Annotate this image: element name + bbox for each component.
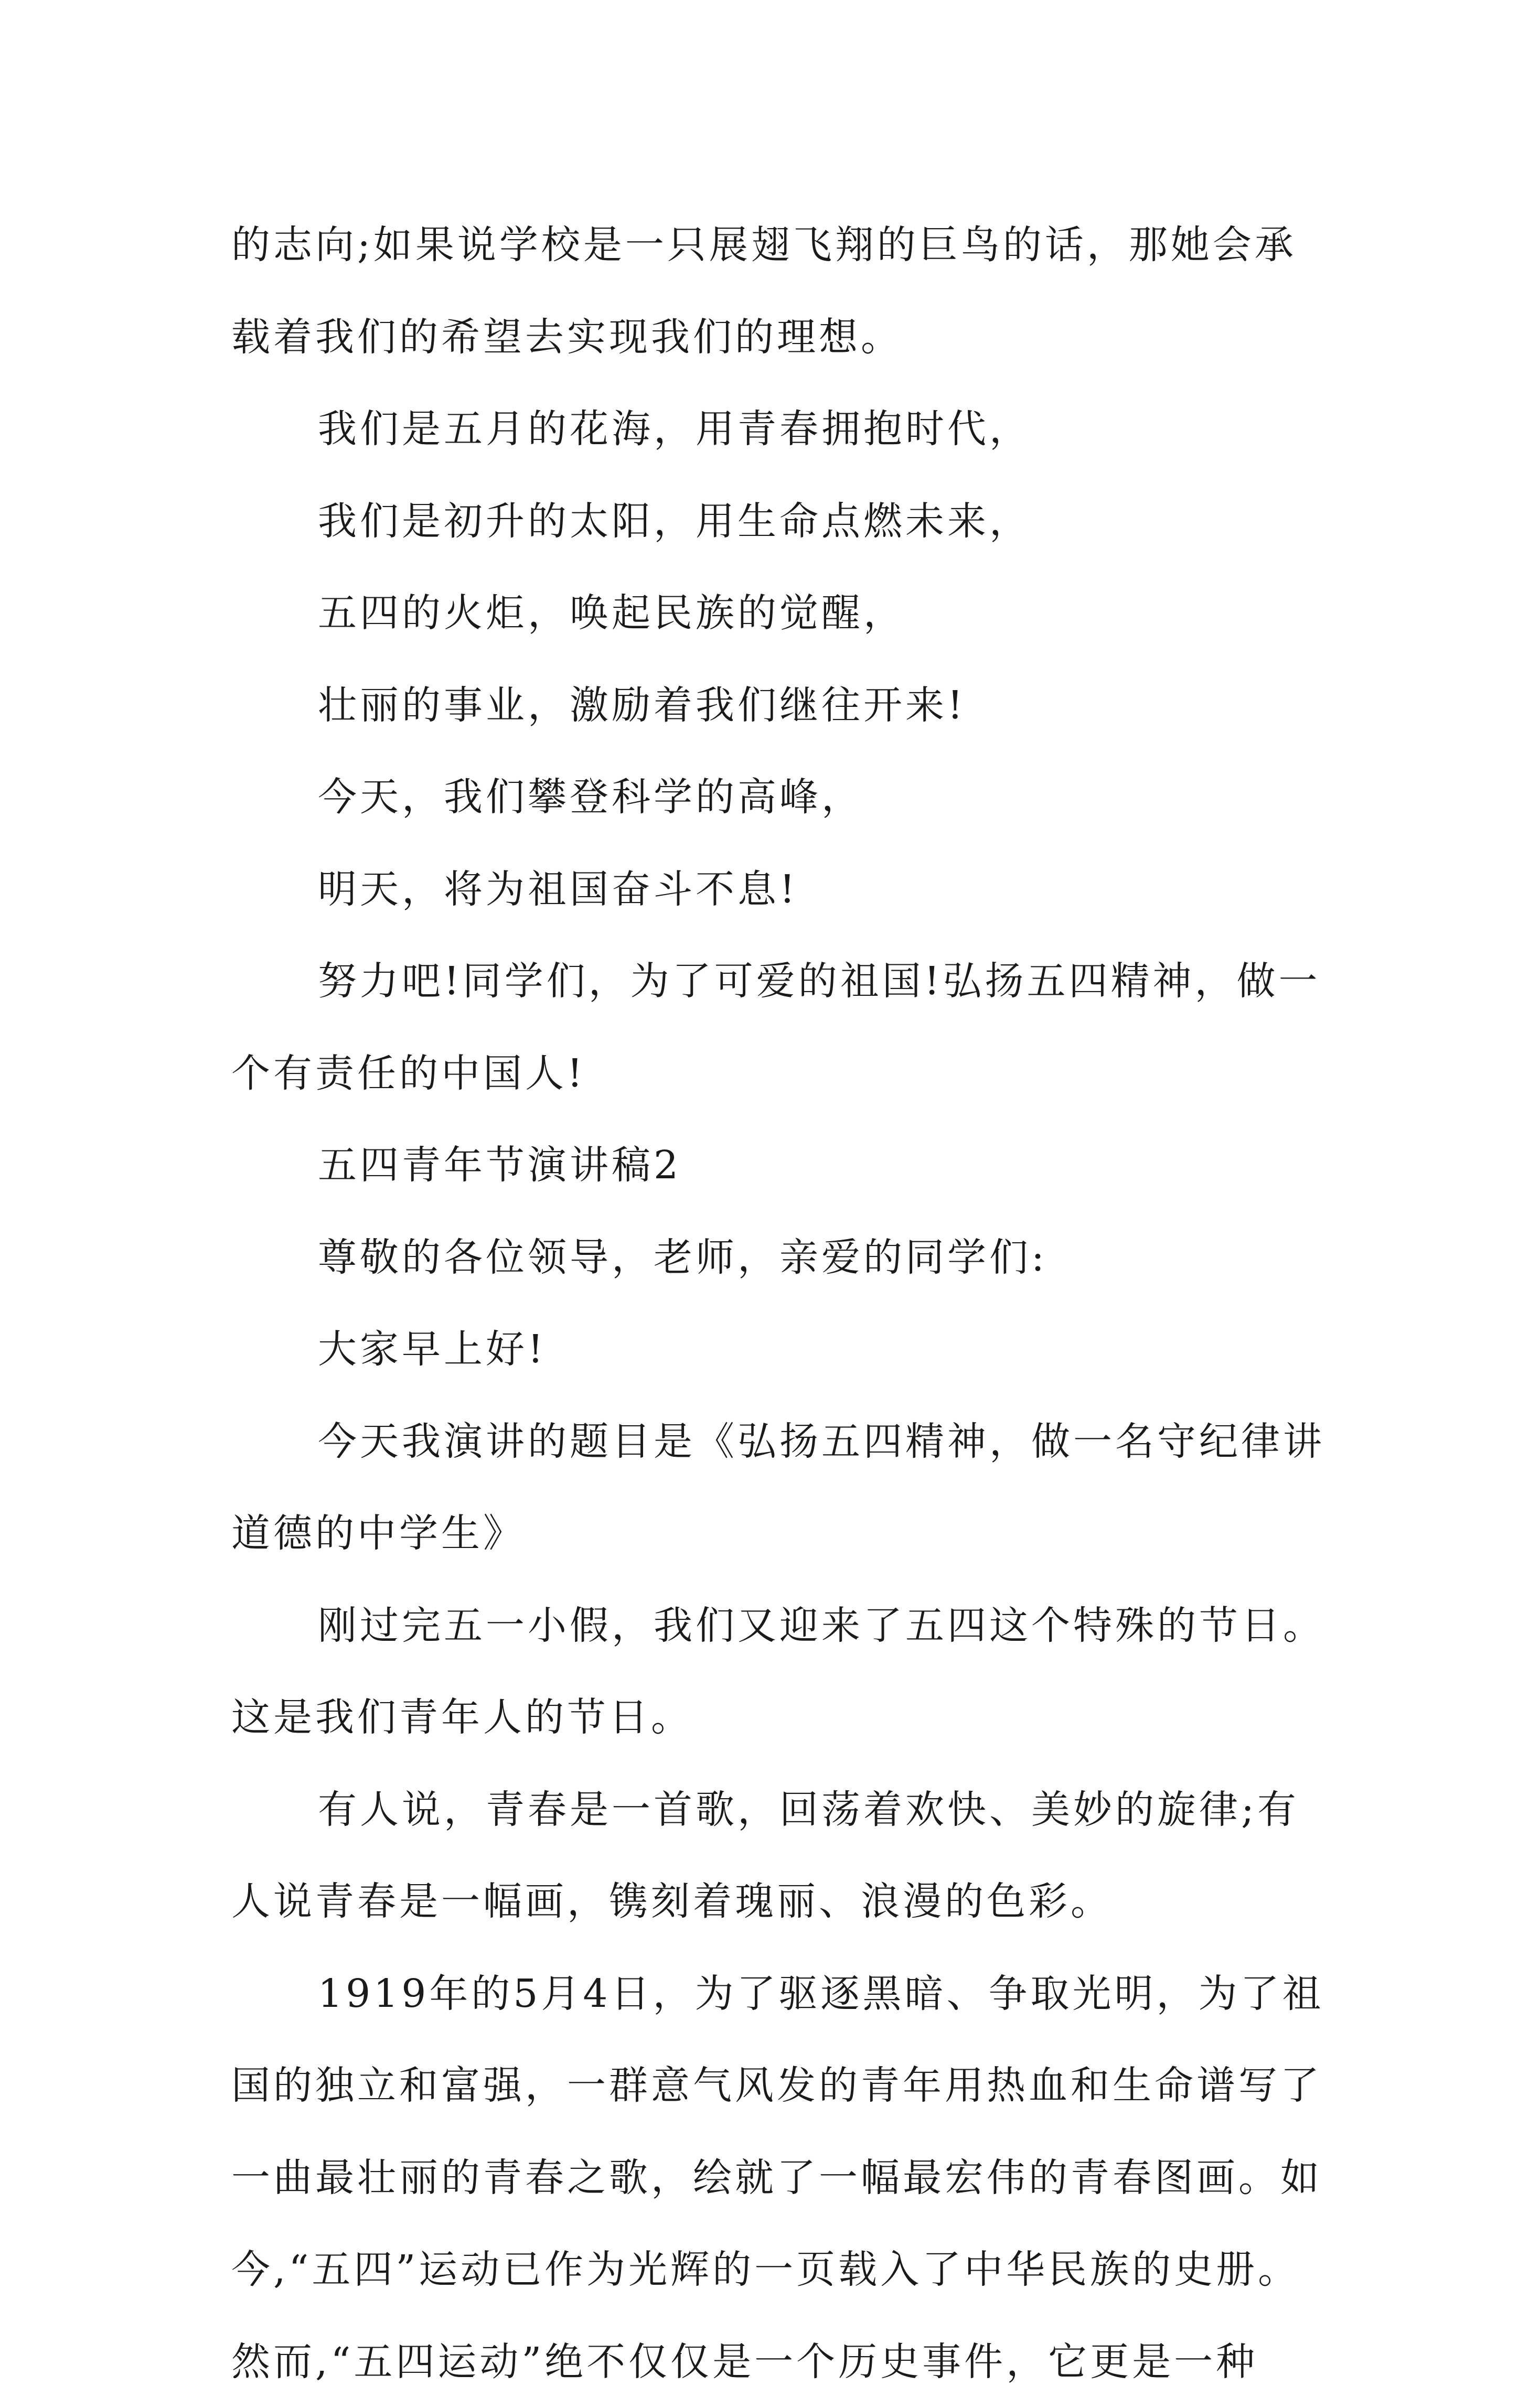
salutation: 尊敬的各位领导，老师，亲爱的同学们: [231, 1212, 1312, 1304]
text-line: 努力吧!同学们，为了可爱的祖国!弘扬五四精神，做一 [231, 936, 1312, 1028]
document-body [231, 199, 1312, 2408]
text-line: 人说青春是一幅画，镌刻着瑰丽、浪漫的色彩。 [231, 1856, 1312, 1948]
text-line: 这是我们青年人的节日。 [231, 1672, 1312, 1764]
text-line: 五四的火炬，唤起民族的觉醒， [231, 567, 1312, 660]
text-line: 今天，我们攀登科学的高峰， [231, 751, 1312, 844]
text-line: 今,“五四”运动已作为光辉的一页载入了中华民族的史册。 [231, 2224, 1312, 2316]
text-line: 载着我们的希望去实现我们的理想。 [231, 292, 1312, 384]
text-line: 1919年的5月4日，为了驱逐黑暗、争取光明，为了祖 [231, 1948, 1312, 2040]
text-line: 我们是初升的太阳，用生命点燃未来， [231, 476, 1312, 568]
text-line: 然而,“五四运动”绝不仅仅是一个历史事件，它更是一种 [231, 2316, 1312, 2408]
text-line: 的志向;如果说学校是一只展翅飞翔的巨鸟的话，那她会承 [231, 199, 1312, 292]
text-line: 壮丽的事业，激励着我们继往开来! [231, 660, 1312, 752]
text-line: 今天我演讲的题目是《弘扬五四精神，做一名守纪律讲 [231, 1396, 1312, 1488]
text-line: 刚过完五一小假，我们又迎来了五四这个特殊的节日。 [231, 1580, 1312, 1672]
text-line: 国的独立和富强，一群意气风发的青年用热血和生命谱写了 [231, 2040, 1312, 2132]
text-line: 一曲最壮丽的青春之歌，绘就了一幅最宏伟的青春图画。如 [231, 2132, 1312, 2224]
greeting: 大家早上好! [231, 1304, 1312, 1396]
text-line: 我们是五月的花海，用青春拥抱时代， [231, 383, 1312, 476]
text-line: 明天，将为祖国奋斗不息! [231, 844, 1312, 936]
text-line: 道德的中学生》 [231, 1488, 1312, 1580]
section-heading: 五四青年节演讲稿2 [231, 1120, 1312, 1212]
text-line: 个有责任的中国人! [231, 1028, 1312, 1120]
text-line: 有人说，青春是一首歌，回荡着欢快、美妙的旋律;有 [231, 1764, 1312, 1856]
